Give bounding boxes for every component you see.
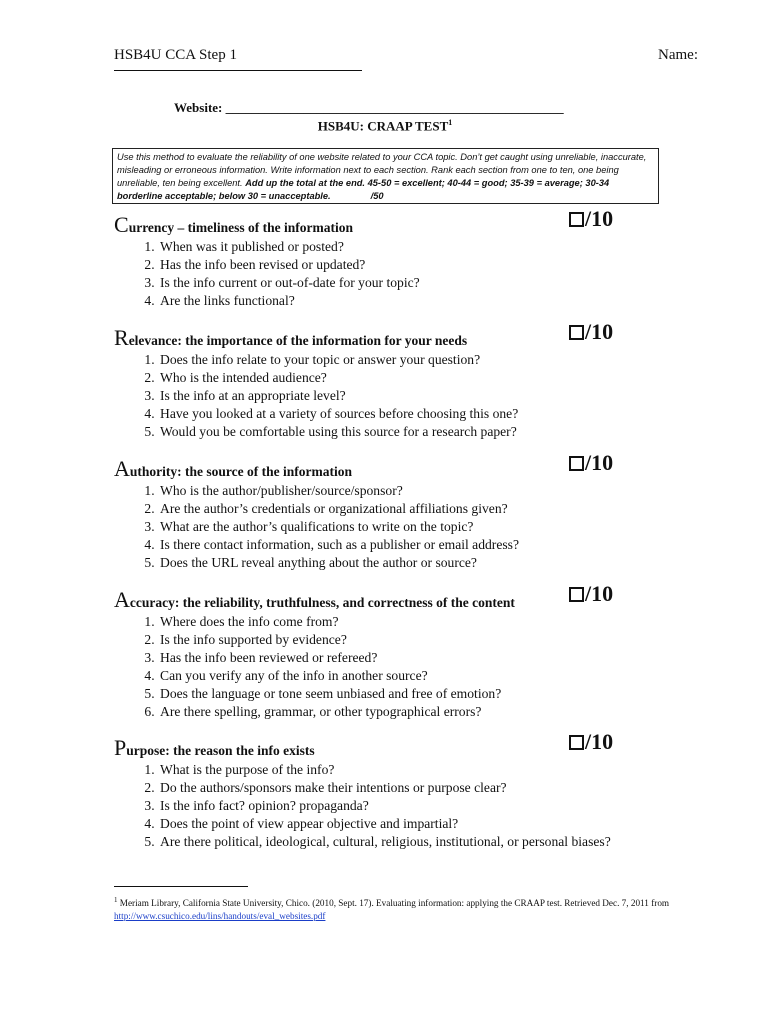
section-heading [114,735,315,760]
question-item: 1. What is the purpose of the info? [158,761,634,779]
question-item: 3. What are the author’s qualifications to write on the topic? [158,518,634,536]
website-field[interactable]: Website: ____________________________________________________ [174,100,564,115]
section-initial: A [114,456,130,481]
question-item: 2. Has the info been revised or updated? [158,256,634,274]
section-score [569,450,613,476]
question-item: 4. Are the links functional? [158,292,634,310]
section-heading-text: elevance: the importance of the information for your needs [128,333,468,348]
score-label: /10 [585,581,614,606]
score-label: /10 [585,319,614,344]
title-text: HSB4U: CRAAP TEST [317,118,449,134]
score-checkbox[interactable] [569,456,584,471]
instructions-text: Use this method to evaluate the reliability of one website related to your CCA topic. Don’t get caught using unreliable, inaccurate, misleading or erroneous information. Write information next to each section. Rank each section from one to ten, one being unreliable, ten being excellent. [117,152,647,188]
name-label: Name: [658,47,698,63]
section-initial: C [114,212,129,237]
footnote-mark: 1 [114,896,118,904]
section-accuracy [114,581,634,721]
question-item: 2. Is the info supported by evidence? [158,631,634,649]
section-initial: A [114,587,130,612]
question-item: 5. Would you be comfortable using this source for a research paper? [158,423,634,441]
question-item: 3. Is the info current or out-of-date for your topic? [158,274,634,292]
question-item: 1. Who is the author/publisher/source/sponsor? [158,482,634,500]
question-item: 1. When was it published or posted? [158,238,634,256]
score-checkbox[interactable] [569,735,584,750]
section-heading [114,212,354,237]
score-label: /10 [585,206,614,231]
course-step-header: HSB4U CCA Step 1 [114,47,237,63]
question-list [114,482,634,572]
question-item: 3. Is the info fact? opinion? propaganda? [158,797,634,815]
instructions-scoring: Add up the total at the end. 45-50 = excellent; 40-44 = good; 35-39 = average; 30-34 borderline acceptable; below 30 = unacceptable. [117,178,610,201]
section-score [569,319,613,345]
question-item: 2. Are the author’s credentials or organizational affiliations given? [158,500,634,518]
question-item: 4. Can you verify any of the info in another source? [158,667,634,685]
question-item: 2. Who is the intended audience? [158,369,634,387]
question-item: 6. Are there spelling, grammar, or other typographical errors? [158,703,634,721]
section-initial: P [114,735,127,760]
question-item: 5. Does the language or tone seem unbiased and free of emotion? [158,685,634,703]
question-item: 5. Are there political, ideological, cultural, religious, institutional, or personal biases? [158,833,634,851]
total-score: /50 [370,191,384,201]
section-score [569,729,613,755]
question-item: 4. Is there contact information, such as a publisher or email address? [158,536,634,554]
question-item: 4. Have you looked at a variety of sources before choosing this one? [158,405,634,423]
question-list [114,613,634,721]
question-item: 1. Does the info relate to your topic or answer your question? [158,351,634,369]
score-checkbox[interactable] [569,325,584,340]
question-list [114,351,634,441]
question-list [114,761,634,851]
question-item: 1. Where does the info come from? [158,613,634,631]
section-heading [114,325,468,350]
section-authority [114,450,634,572]
section-initial: R [114,325,129,350]
score-label: /10 [585,450,614,475]
name-underline [114,70,362,71]
instructions-box [112,148,659,204]
section-heading [114,587,515,612]
section-relevance [114,319,634,441]
section-purpose [114,729,634,851]
score-checkbox[interactable] [569,587,584,602]
footnote-text: Meriam Library, California State University, Chico. (2010, Sept. 17). Evaluating information: applying the CRAAP test. Retrieved Dec. 7, 2011 from [119,898,670,909]
score-label: /10 [585,729,614,754]
score-checkbox[interactable] [569,212,584,227]
question-list [114,238,634,310]
question-item: 2. Do the authors/sponsors make their intentions or purpose clear? [158,779,634,797]
page-title [0,118,770,134]
section-heading-text: urpose: the reason the info exists [126,743,315,758]
section-score [569,581,613,607]
footnote-divider [114,886,248,887]
section-heading [114,456,352,481]
question-item: 3. Is the info at an appropriate level? [158,387,634,405]
section-heading-text: urrency – timeliness of the information [128,220,354,235]
title-footnote-mark: 1 [448,118,453,127]
section-currency [114,206,634,310]
section-heading-text: ccuracy: the reliability, truthfulness, and correctness of the content [129,595,515,610]
section-heading-text: uthority: the source of the information [129,464,352,479]
question-item: 4. Does the point of view appear objective and impartial? [158,815,634,833]
footnote [114,894,674,923]
question-item: 5. Does the URL reveal anything about the author or source? [158,554,634,572]
footnote-link[interactable]: http://www.csuchico.edu/lins/handouts/eval_websites.pdf [114,911,326,922]
section-score [569,206,613,232]
question-item: 3. Has the info been reviewed or refereed? [158,649,634,667]
